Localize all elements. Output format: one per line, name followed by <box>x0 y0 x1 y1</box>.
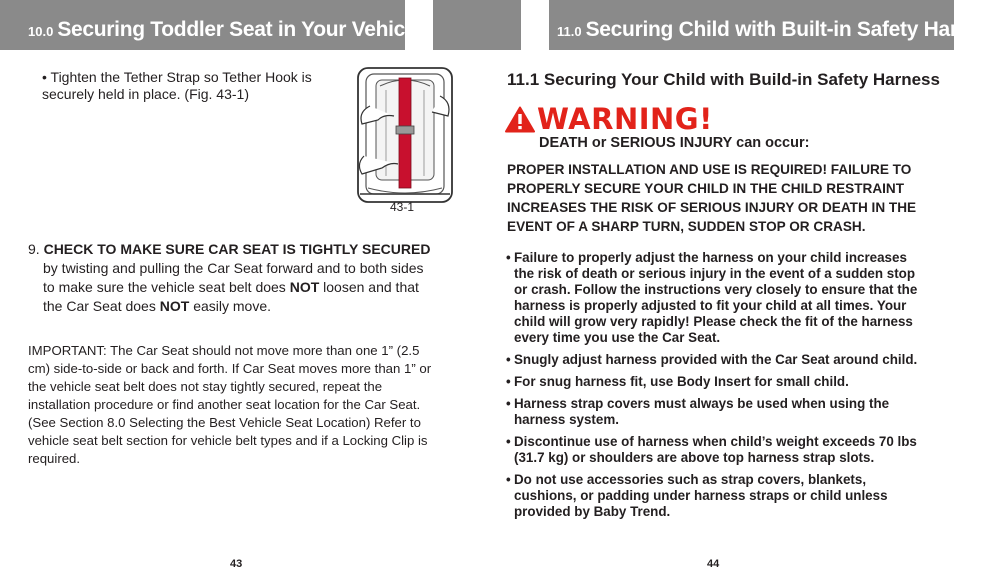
page-number-right: 44 <box>707 558 720 570</box>
left-header-band <box>0 0 422 50</box>
page-43 <box>0 50 477 586</box>
installation-warning: PROPER INSTALLATION AND USE IS REQUIRED! FAILURE TO PROPERLY SECURE YOUR CHILD IN THE CHILD RESTRAINT INCREASES THE RISK OF SERIOUS INJURY OR DEATH IN THE EVENT OF A SHARP TURN, SUDDEN STOP OR CRASH. <box>507 162 917 234</box>
step-9-not-1: NOT <box>289 279 320 295</box>
step-9 <box>28 240 438 316</box>
warning-word: WARNING! <box>537 102 713 136</box>
warning-subtitle: DEATH or SERIOUS INJURY can occur: <box>539 135 810 151</box>
list-item: • Snugly adjust harness provided with the Car Seat around child. <box>507 352 927 368</box>
tether-instruction: • Tighten the Tether Strap so Tether Hook is securely held in place. (Fig. 43-1) <box>42 69 312 102</box>
left-section-number: 10.0 <box>28 24 54 39</box>
list-item: • Do not use accessories such as strap covers, blankets, cushions, or padding under harness straps or child unless provided by Baby Trend. <box>507 472 927 520</box>
figure-label: 43-1 <box>390 200 415 214</box>
list-item: • Harness strap covers must always be used when using the harness system. <box>507 396 927 428</box>
warning-banner <box>505 102 713 136</box>
left-section-text: Securing Toddler Seat in Your Vehicle <box>57 18 422 41</box>
subsection-heading: 11.1 Securing Your Child with Build-in Safety Harness <box>507 70 940 89</box>
step-number: 9. <box>28 241 40 257</box>
step-9-text-1: by twisting and pulling the Car Seat forward and to both sides to make sure the vehicle seat belt does <box>43 260 424 295</box>
page-44 <box>477 50 954 586</box>
list-item: • Discontinue use of harness when child’s weight exceeds 70 lbs (31.7 kg) or shoulders are above top harness strap slots. <box>507 434 927 466</box>
important-note: IMPORTANT: The Car Seat should not move more than one 1” (2.5 cm) side-to-side or back and forth. If Car Seat moves more than 1” or the vehicle seat belt does not stay tightly secured, repeat the installation procedure or find another seat location for the Car Seat. (See Section 8.0 Selecting the Best Vehicle Seat Location) Refer to vehicle seat belt section for vehicle belt types and if a Locking Clip is required. <box>28 343 432 466</box>
page-number-left: 43 <box>230 558 243 570</box>
list-item: • Failure to properly adjust the harness on your child increases the risk of death or serious injury in the event of a sudden stop or crash. Follow the instructions very closely to ensure that the harness is properly adjusted to fit your child at all times. Your child will grow very rapidly! Please check the fit of the harness every time you use the Car Seat. <box>507 250 927 346</box>
step-9-not-2: NOT <box>159 298 190 314</box>
warning-triangle-icon <box>505 106 535 133</box>
right-section-text: Securing Child with Built-in Safety Harness <box>585 18 1004 41</box>
right-header-band <box>549 0 1004 50</box>
list-item: • For snug harness fit, use Body Insert for small child. <box>507 374 927 390</box>
step-9-heading: CHECK TO MAKE SURE CAR SEAT IS TIGHTLY SECURED <box>43 241 431 257</box>
right-section-number: 11.0 <box>557 24 582 39</box>
center-header-band <box>433 0 521 50</box>
step-9-text-3: easily move. <box>189 298 272 314</box>
car-seat-tether-illustration <box>356 66 454 208</box>
harness-warnings-list <box>507 250 927 526</box>
right-section-title <box>557 18 1004 42</box>
left-section-title <box>28 18 422 42</box>
step-9-text-2: loosen and that the Car Seat does <box>43 279 419 314</box>
